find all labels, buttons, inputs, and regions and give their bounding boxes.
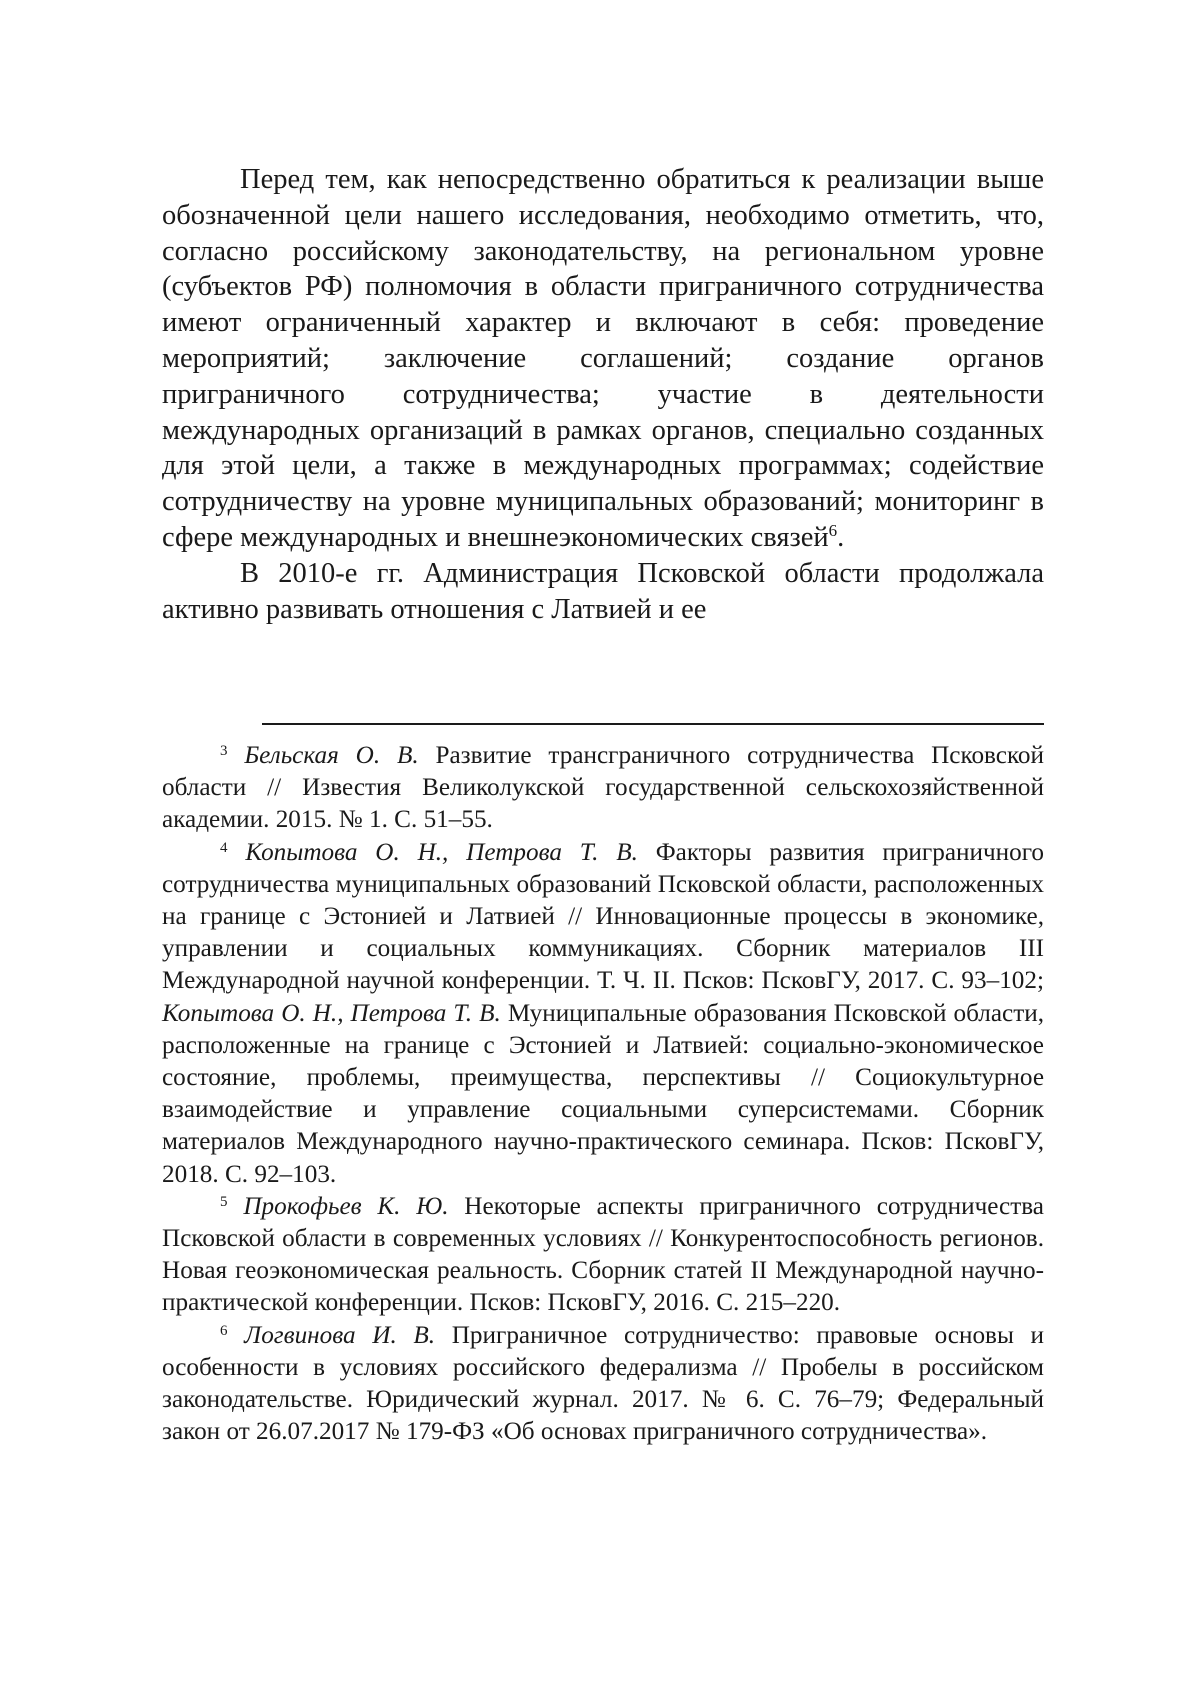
footnotes (162, 740, 1044, 1448)
footnote-author: Копытова О. Н., Петрова Т. В. (245, 838, 638, 866)
footnote-author-second: Копытова О. Н., Петрова Т. В. (162, 999, 501, 1027)
footnote-text: Некоторые аспекты приграничного сотрудничества Псковской области в современных условиях // Конкурентоспособность регионов. Новая геоэкономическая реальность. Сборник статей II Международной научно-практической конференции. Псков: ПсковГУ, 2016. С. 215–220. (162, 1192, 1044, 1317)
footnote-number: 4 (220, 839, 228, 856)
footnote (162, 740, 1044, 837)
footnote (162, 837, 1044, 1191)
footnote-text: Факторы развития приграничного сотрудничества муниципальных образований Псковской области, расположенных на границе с Эстонией и Латвией // Инновационные процессы в экономике, управлении и социальных коммуникациях. Сборник материалов III Международной научной конференции. Т. Ч. II. Псков: ПсковГУ, 2017. С. 93–102; (162, 838, 1044, 995)
footnote-author: Логвинова И. В. (244, 1321, 436, 1349)
footnote-number: 6 (220, 1322, 228, 1339)
footnote-separator (262, 723, 1044, 725)
body-paragraph (162, 556, 1044, 628)
footnote-text-second: Муниципальные образования Псковской области, расположенные на границе с Эстонией и Латвией: социально-экономическое состояние, проблемы, преимущества, перспективы // Социокультурное взаимодействие и управление социальными суперсистемами. Сборник материалов Международного научно-практического семинара. Псков: ПсковГУ, 2018. С. 92–103. (162, 999, 1045, 1188)
footnote-author: Прокофьев К. Ю. (243, 1192, 449, 1220)
footnote (162, 1320, 1044, 1449)
footnote-text: Развитие трансграничного сотрудничества Псковской области // Известия Великолукской государственной сельскохозяйственной академии. 2015. № 1. С. 51–55. (162, 742, 1044, 834)
footnote-number: 5 (220, 1193, 228, 1210)
footnote-number: 3 (220, 743, 228, 759)
paragraph-text: В 2010-е гг. Администрация Псковской области продолжала активно развивать отношения с Латвией и ее (162, 557, 1044, 625)
footnote-author: Бельская О. В. (244, 742, 419, 769)
footnote-reference: 6 (828, 520, 838, 540)
body-text (162, 162, 1044, 627)
footnote (162, 1191, 1044, 1320)
body-paragraph (162, 162, 1044, 556)
paragraph-tail: . (837, 521, 845, 553)
paragraph-text: Перед тем, как непосредственно обратиться к реализации выше обозначенной цели нашего исследования, необходимо отметить, что, согласно российскому законодательству, на региональном уровне (субъектов РФ) полномочия в области приграничного сотрудничества имеют ограниченный характер и включают в себя: проведение мероприятий; заключение соглашений; создание органов приграничного сотрудничества; участие в деятельности международных организаций в рамках органов, специально созданных для этой цели, а также в международных программах; содействие сотрудничеству на уровне муниципальных образований; мониторинг в сфере международных и внешнеэкономических связей (162, 164, 1044, 553)
footnote-text: Приграничное сотрудничество: правовые основы и особенности в условиях российского федерализма // Пробелы в российском законодательстве. Юридический журнал. 2017. № 6. С. 76–79; Федеральный закон от 26.07.2017 № 179-ФЗ «Об основах приграничного сотрудничества». (162, 1321, 1045, 1446)
